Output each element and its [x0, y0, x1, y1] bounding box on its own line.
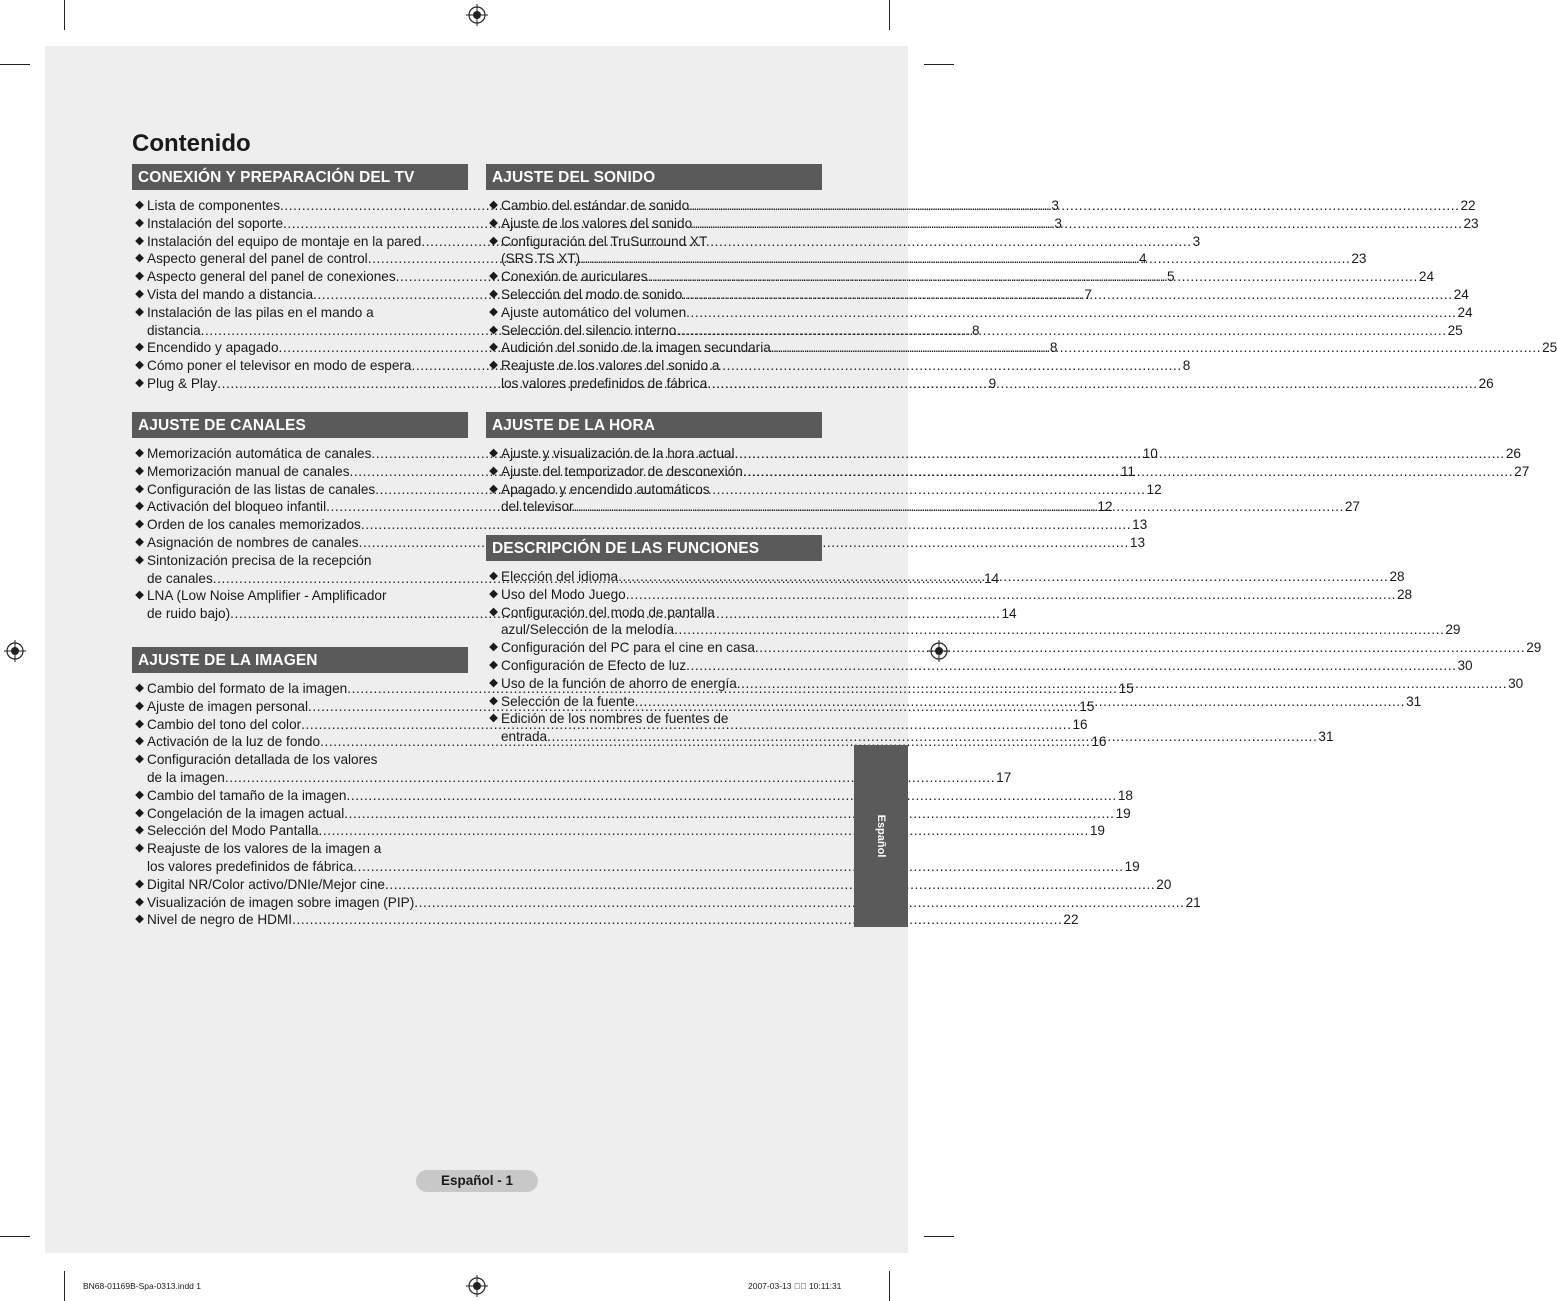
toc-page-number: 23 [1463, 215, 1479, 231]
toc-entry-label: Orden de los canales memorizados [147, 517, 361, 533]
section-heading: DESCRIPCIÓN DE LAS FUNCIONES [486, 535, 822, 561]
toc-page-number: 30 [1508, 675, 1524, 691]
dot-leader [547, 728, 1317, 746]
toc-entry [486, 639, 1542, 657]
registration-mark-icon [4, 640, 26, 662]
diamond-bullet-icon: ◆ [489, 270, 498, 283]
toc-page-number: 9 [988, 375, 997, 391]
diamond-bullet-icon: ◆ [135, 447, 144, 459]
dot-leader [674, 621, 1444, 639]
toc-entry-label: Elección del idioma [501, 569, 619, 584]
toc-page-number: 28 [1397, 586, 1413, 602]
diamond-bullet-icon: ◆ [489, 641, 498, 654]
toc-entry-label: Configuración de Efecto de luz [501, 657, 687, 673]
toc-entry [486, 233, 1367, 269]
dot-leader [626, 586, 1396, 604]
toc-page-number: 7 [1084, 286, 1092, 302]
diamond-bullet-icon: ◆ [135, 341, 144, 354]
footer-file-info: BN68-01169B-Spa-0313.indd 1 [83, 1281, 201, 1291]
toc-entry-label: Lista de componentes [147, 198, 281, 213]
diamond-bullet-icon: ◆ [135, 252, 144, 265]
toc-entry-label: Cómo poner el televisor en modo de espera [147, 358, 412, 374]
toc-page-number: 5 [1166, 269, 1175, 285]
toc-page-number: 8 [971, 322, 980, 338]
toc-page-number: 14 [1001, 606, 1017, 622]
toc-page-number: 29 [1526, 640, 1542, 656]
toc-entry [486, 268, 1435, 286]
toc-page-number: 25 [1542, 340, 1557, 356]
dot-leader [618, 568, 1388, 586]
toc-entry-label: Plug & Play [147, 375, 218, 391]
toc-entry-label: (SRS TS XT) [501, 251, 581, 267]
section-heading: AJUSTE DE LA IMAGEN [132, 647, 468, 673]
diamond-bullet-icon: ◆ [135, 877, 144, 890]
diamond-bullet-icon: ◆ [135, 234, 144, 247]
toc-entry-label: Digital NR/Color activo/DNIe/Mejor cine [147, 876, 385, 892]
toc-entry-label: Instalación del equipo de montaje en la pared [147, 233, 422, 249]
toc-entry-label: Ajuste de imagen personal [147, 698, 308, 714]
toc-entry-label: Selección del Modo Pantalla [147, 823, 319, 839]
toc-entry-label: de ruido bajo) [147, 606, 231, 622]
toc-entry-label: Apagado y encendido automáticos [501, 481, 710, 497]
toc-entry-label: Encendido y apagado [147, 340, 279, 356]
crop-mark [64, 1271, 65, 1301]
toc-entry [486, 197, 1476, 215]
toc-page-number: 27 [1514, 463, 1530, 479]
diamond-bullet-icon: ◆ [135, 305, 144, 318]
dot-leader [686, 304, 1456, 322]
dot-leader [676, 322, 1446, 340]
diamond-bullet-icon: ◆ [489, 694, 498, 707]
toc-page-number: 18 [1117, 787, 1133, 803]
toc-entry-label: Nivel de negro de HDMI [147, 912, 293, 928]
toc-page-number: 16 [1091, 734, 1107, 750]
toc-page-number: 31 [1318, 729, 1334, 745]
diamond-bullet-icon: ◆ [135, 842, 144, 855]
toc-entry [132, 876, 1172, 894]
crop-mark [924, 64, 954, 65]
toc-entry [132, 751, 1012, 787]
toc-entry [486, 357, 1494, 393]
diamond-bullet-icon: ◆ [135, 464, 144, 477]
toc-entry-label: Ajuste del temporizador de desconexión [501, 463, 743, 479]
toc-entry-label: entrada [501, 729, 548, 745]
crop-mark [924, 1236, 954, 1237]
toc-entry-label: Cambio del tamaño de la imagen [147, 787, 347, 803]
toc-page-number: 10 [1142, 446, 1158, 461]
toc-page-number: 22 [1063, 912, 1079, 928]
diamond-bullet-icon: ◆ [135, 518, 144, 531]
toc-page-number: 16 [1072, 716, 1088, 732]
toc-page-number: 8 [1182, 358, 1191, 374]
toc-entry-label: Configuración del modo de pantalla [501, 604, 715, 620]
page-number-badge: Español - 1 [416, 1170, 538, 1192]
dot-leader [635, 693, 1405, 711]
toc-entry-label: Cambio del estándar de sonido [501, 198, 690, 213]
dot-leader [319, 822, 1089, 840]
toc-page-number: 24 [1453, 286, 1469, 302]
toc-entry-label: Ajuste de los valores del sonido [501, 215, 693, 231]
dot-leader [648, 268, 1418, 286]
toc-entry-label: Activación de la luz de fondo [147, 734, 321, 750]
toc-page-number: 12 [1097, 499, 1113, 515]
toc-page-number: 21 [1185, 894, 1201, 910]
dot-leader [347, 787, 1117, 805]
diamond-bullet-icon: ◆ [489, 605, 498, 618]
dot-leader [344, 805, 1114, 823]
diamond-bullet-icon: ◆ [489, 658, 498, 671]
toc-entry-label: Congelación de la imagen actual [147, 805, 345, 821]
toc-entry-label: del televisor [501, 499, 574, 515]
crop-mark [889, 0, 890, 30]
toc-entry-label: Vista del mando a distancia [147, 286, 313, 302]
crop-mark [0, 1236, 30, 1237]
page-title: Contenido [132, 130, 251, 157]
toc-page-number: 25 [1447, 322, 1463, 338]
toc-page-number: 4 [1139, 251, 1147, 267]
diamond-bullet-icon: ◆ [135, 895, 144, 908]
dot-leader [743, 463, 1513, 481]
dot-leader [580, 250, 1350, 268]
toc-entry-label: azul/Selección de la melodía [501, 622, 675, 638]
toc-page-number: 26 [1478, 375, 1494, 391]
toc-entry-label: Selección del modo de sonido [501, 286, 683, 302]
toc-entry-label: Cambio del tono del color [147, 716, 302, 732]
dot-leader [707, 375, 1477, 393]
toc-entry-label: Ajuste y visualización de la hora actual [501, 446, 735, 461]
diamond-bullet-icon: ◆ [135, 682, 144, 694]
toc-entry-label: Instalación del soporte [147, 215, 284, 231]
toc-entry [486, 339, 1557, 357]
toc-entry-label: Ajuste automático del volumen [501, 304, 687, 320]
diamond-bullet-icon: ◆ [135, 482, 144, 495]
toc-page-number: 11 [1120, 463, 1135, 479]
diamond-bullet-icon: ◆ [489, 464, 498, 477]
diamond-bullet-icon: ◆ [489, 216, 498, 229]
diamond-bullet-icon: ◆ [135, 535, 144, 548]
toc-page-number: 26 [1505, 446, 1521, 461]
toc-entry-label: Configuración detallada de los valores [147, 752, 378, 768]
toc-entry-label: Cambio del formato de la imagen [147, 681, 348, 696]
diamond-bullet-icon: ◆ [135, 199, 144, 211]
toc-entry [132, 840, 1140, 876]
toc-page-number: 23 [1351, 251, 1367, 267]
toc-page-number: 24 [1418, 269, 1435, 285]
diamond-bullet-icon: ◆ [135, 735, 144, 748]
toc-page-number: 3 [1051, 198, 1059, 213]
toc-entry [486, 304, 1473, 322]
diamond-bullet-icon: ◆ [489, 287, 498, 300]
toc-entry-label: Conexión de auriculares [501, 269, 648, 285]
toc-entry-label: Aspecto general del panel de conexiones [147, 269, 396, 285]
diamond-bullet-icon: ◆ [489, 447, 498, 459]
toc-page-number: 17 [996, 769, 1012, 785]
toc-entry-label: los valores predefinidos de fábrica [147, 858, 354, 874]
diamond-bullet-icon: ◆ [135, 753, 144, 766]
toc-page-number: 13 [1129, 534, 1146, 550]
language-side-tab-label: Español [875, 814, 887, 858]
toc-page-number: 12 [1146, 481, 1162, 497]
diamond-bullet-icon: ◆ [489, 587, 498, 600]
toc-entry-label: los valores predefinidos de fábrica [501, 375, 708, 391]
toc-entry [132, 911, 1079, 929]
toc-entry [132, 805, 1131, 823]
diamond-bullet-icon: ◆ [489, 570, 498, 582]
toc-page-number: 19 [1089, 823, 1105, 839]
toc-entry-label: Instalación de las pilas en el mando a [147, 304, 374, 320]
diamond-bullet-icon: ◆ [135, 376, 144, 389]
toc-entry-label: de canales [147, 570, 213, 586]
toc-page-number: 14 [984, 570, 1000, 586]
toc-entry-label: Configuración de las listas de canales [147, 481, 376, 497]
diamond-bullet-icon: ◆ [135, 359, 144, 372]
toc-section [486, 164, 1557, 393]
toc-entry [132, 516, 1148, 534]
dot-leader [689, 197, 1459, 215]
toc-entry [132, 822, 1105, 840]
dot-leader [755, 639, 1525, 657]
toc-entry-label: Memorización automática de canales [147, 446, 372, 461]
toc-page-number: 20 [1156, 876, 1172, 892]
toc-page-number: 24 [1457, 304, 1473, 320]
diamond-bullet-icon: ◆ [489, 199, 498, 211]
toc-entry-label: distancia [147, 322, 201, 338]
footer-timestamp: 2007-03-13 ￿￿ 10:11:31 [748, 1281, 842, 1291]
registration-mark-icon [466, 4, 488, 26]
diamond-bullet-icon: ◆ [135, 216, 144, 229]
toc-page-number: 28 [1389, 569, 1405, 584]
toc-entry [486, 657, 1473, 675]
diamond-bullet-icon: ◆ [135, 913, 144, 926]
toc-entry-label: Selección del silencio interno [501, 322, 677, 338]
toc-entry-label: Configuración del TruSurround XT [501, 233, 708, 249]
toc-page-number: 15 [1118, 681, 1134, 696]
diamond-bullet-icon: ◆ [489, 712, 498, 725]
dot-leader [292, 911, 1062, 929]
toc-page-number: 27 [1344, 499, 1360, 515]
toc-entry-label: Reajuste de los valores del sonido a [501, 358, 720, 374]
dot-leader [361, 516, 1131, 534]
diamond-bullet-icon: ◆ [489, 305, 498, 318]
diamond-bullet-icon: ◆ [489, 482, 498, 495]
diamond-bullet-icon: ◆ [135, 717, 144, 730]
dot-leader [353, 858, 1123, 876]
diamond-bullet-icon: ◆ [489, 341, 498, 354]
toc-entry-label: Configuración del PC para el cine en casa [501, 640, 755, 656]
toc-entry [486, 215, 1479, 233]
toc-page-number: 8 [1049, 340, 1058, 356]
toc-entry-label: Sintonización precisa de la recepción [147, 552, 372, 568]
toc-entry-label: Memorización manual de canales [147, 463, 350, 479]
toc-entry [486, 322, 1463, 340]
toc-entry-label: Aspecto general del panel de control [147, 251, 368, 267]
toc-entry [486, 286, 1469, 304]
toc-page-number: 19 [1124, 858, 1140, 874]
diamond-bullet-icon: ◆ [135, 788, 144, 801]
toc-entry-label: Reajuste de los valores de la imagen a [147, 841, 382, 857]
toc-page-number: 30 [1457, 657, 1473, 673]
diamond-bullet-icon: ◆ [135, 553, 144, 566]
toc-page-number: 19 [1115, 805, 1131, 821]
toc-entry-label: Uso de la función de ahorro de energía [501, 675, 737, 691]
crop-mark [0, 64, 30, 65]
toc-page-number: 31 [1406, 693, 1422, 709]
diamond-bullet-icon: ◆ [135, 699, 144, 712]
crop-mark [64, 0, 65, 30]
toc-entry-label: Edición de los nombres de fuentes de [501, 711, 729, 727]
diamond-bullet-icon: ◆ [135, 270, 144, 283]
toc-page-number: 15 [1079, 698, 1095, 714]
section-heading: AJUSTE DEL SONIDO [486, 164, 822, 190]
language-side-tab [854, 745, 908, 927]
toc-page-number: 3 [1054, 215, 1062, 231]
toc-entry-label: Audición del sonido de la imagen secundaria [501, 340, 771, 356]
dot-leader [385, 876, 1155, 894]
toc-page-number: 3 [1192, 233, 1201, 249]
dot-leader [737, 675, 1507, 693]
diamond-bullet-icon: ◆ [489, 234, 498, 247]
crop-mark [889, 1271, 890, 1301]
toc-entry [132, 787, 1133, 805]
dot-leader [686, 657, 1456, 675]
toc-entry [132, 894, 1201, 912]
registration-mark-icon [466, 1275, 488, 1297]
diamond-bullet-icon: ◆ [135, 287, 144, 300]
toc-page-number: 22 [1460, 198, 1476, 213]
dot-leader [771, 339, 1541, 357]
diamond-bullet-icon: ◆ [489, 323, 498, 336]
toc-entry-label: Selección de la fuente [501, 693, 635, 709]
section-heading: CONEXIÓN Y PREPARACIÓN DEL TV [132, 164, 468, 190]
toc-entry-label: Asignación de nombres de canales [147, 534, 359, 550]
diamond-bullet-icon: ◆ [135, 589, 144, 602]
dot-leader [414, 894, 1184, 912]
toc-entry-label: Visualización de imagen sobre imagen (PIP) [147, 894, 415, 910]
section-heading: AJUSTE DE LA HORA [486, 412, 822, 438]
diamond-bullet-icon: ◆ [489, 676, 498, 689]
diamond-bullet-icon: ◆ [135, 500, 144, 513]
toc-entry-label: Uso del Modo Juego [501, 586, 626, 602]
diamond-bullet-icon: ◆ [489, 359, 498, 372]
toc-entry-label: LNA (Low Noise Amplifier - Amplificador [147, 588, 387, 604]
toc-entry-label: Activación del bloqueo infantil [147, 499, 327, 515]
section-heading: AJUSTE DE CANALES [132, 412, 468, 438]
toc-entry [486, 586, 1413, 604]
dot-leader [682, 286, 1452, 304]
toc-entry-label: de la imagen [147, 769, 225, 785]
diamond-bullet-icon: ◆ [135, 824, 144, 837]
dot-leader [574, 498, 1344, 516]
diamond-bullet-icon: ◆ [135, 806, 144, 819]
dot-leader [735, 445, 1505, 463]
toc-page-number: 29 [1445, 622, 1461, 638]
dot-leader [692, 215, 1462, 233]
toc-page-number: 13 [1132, 517, 1148, 533]
